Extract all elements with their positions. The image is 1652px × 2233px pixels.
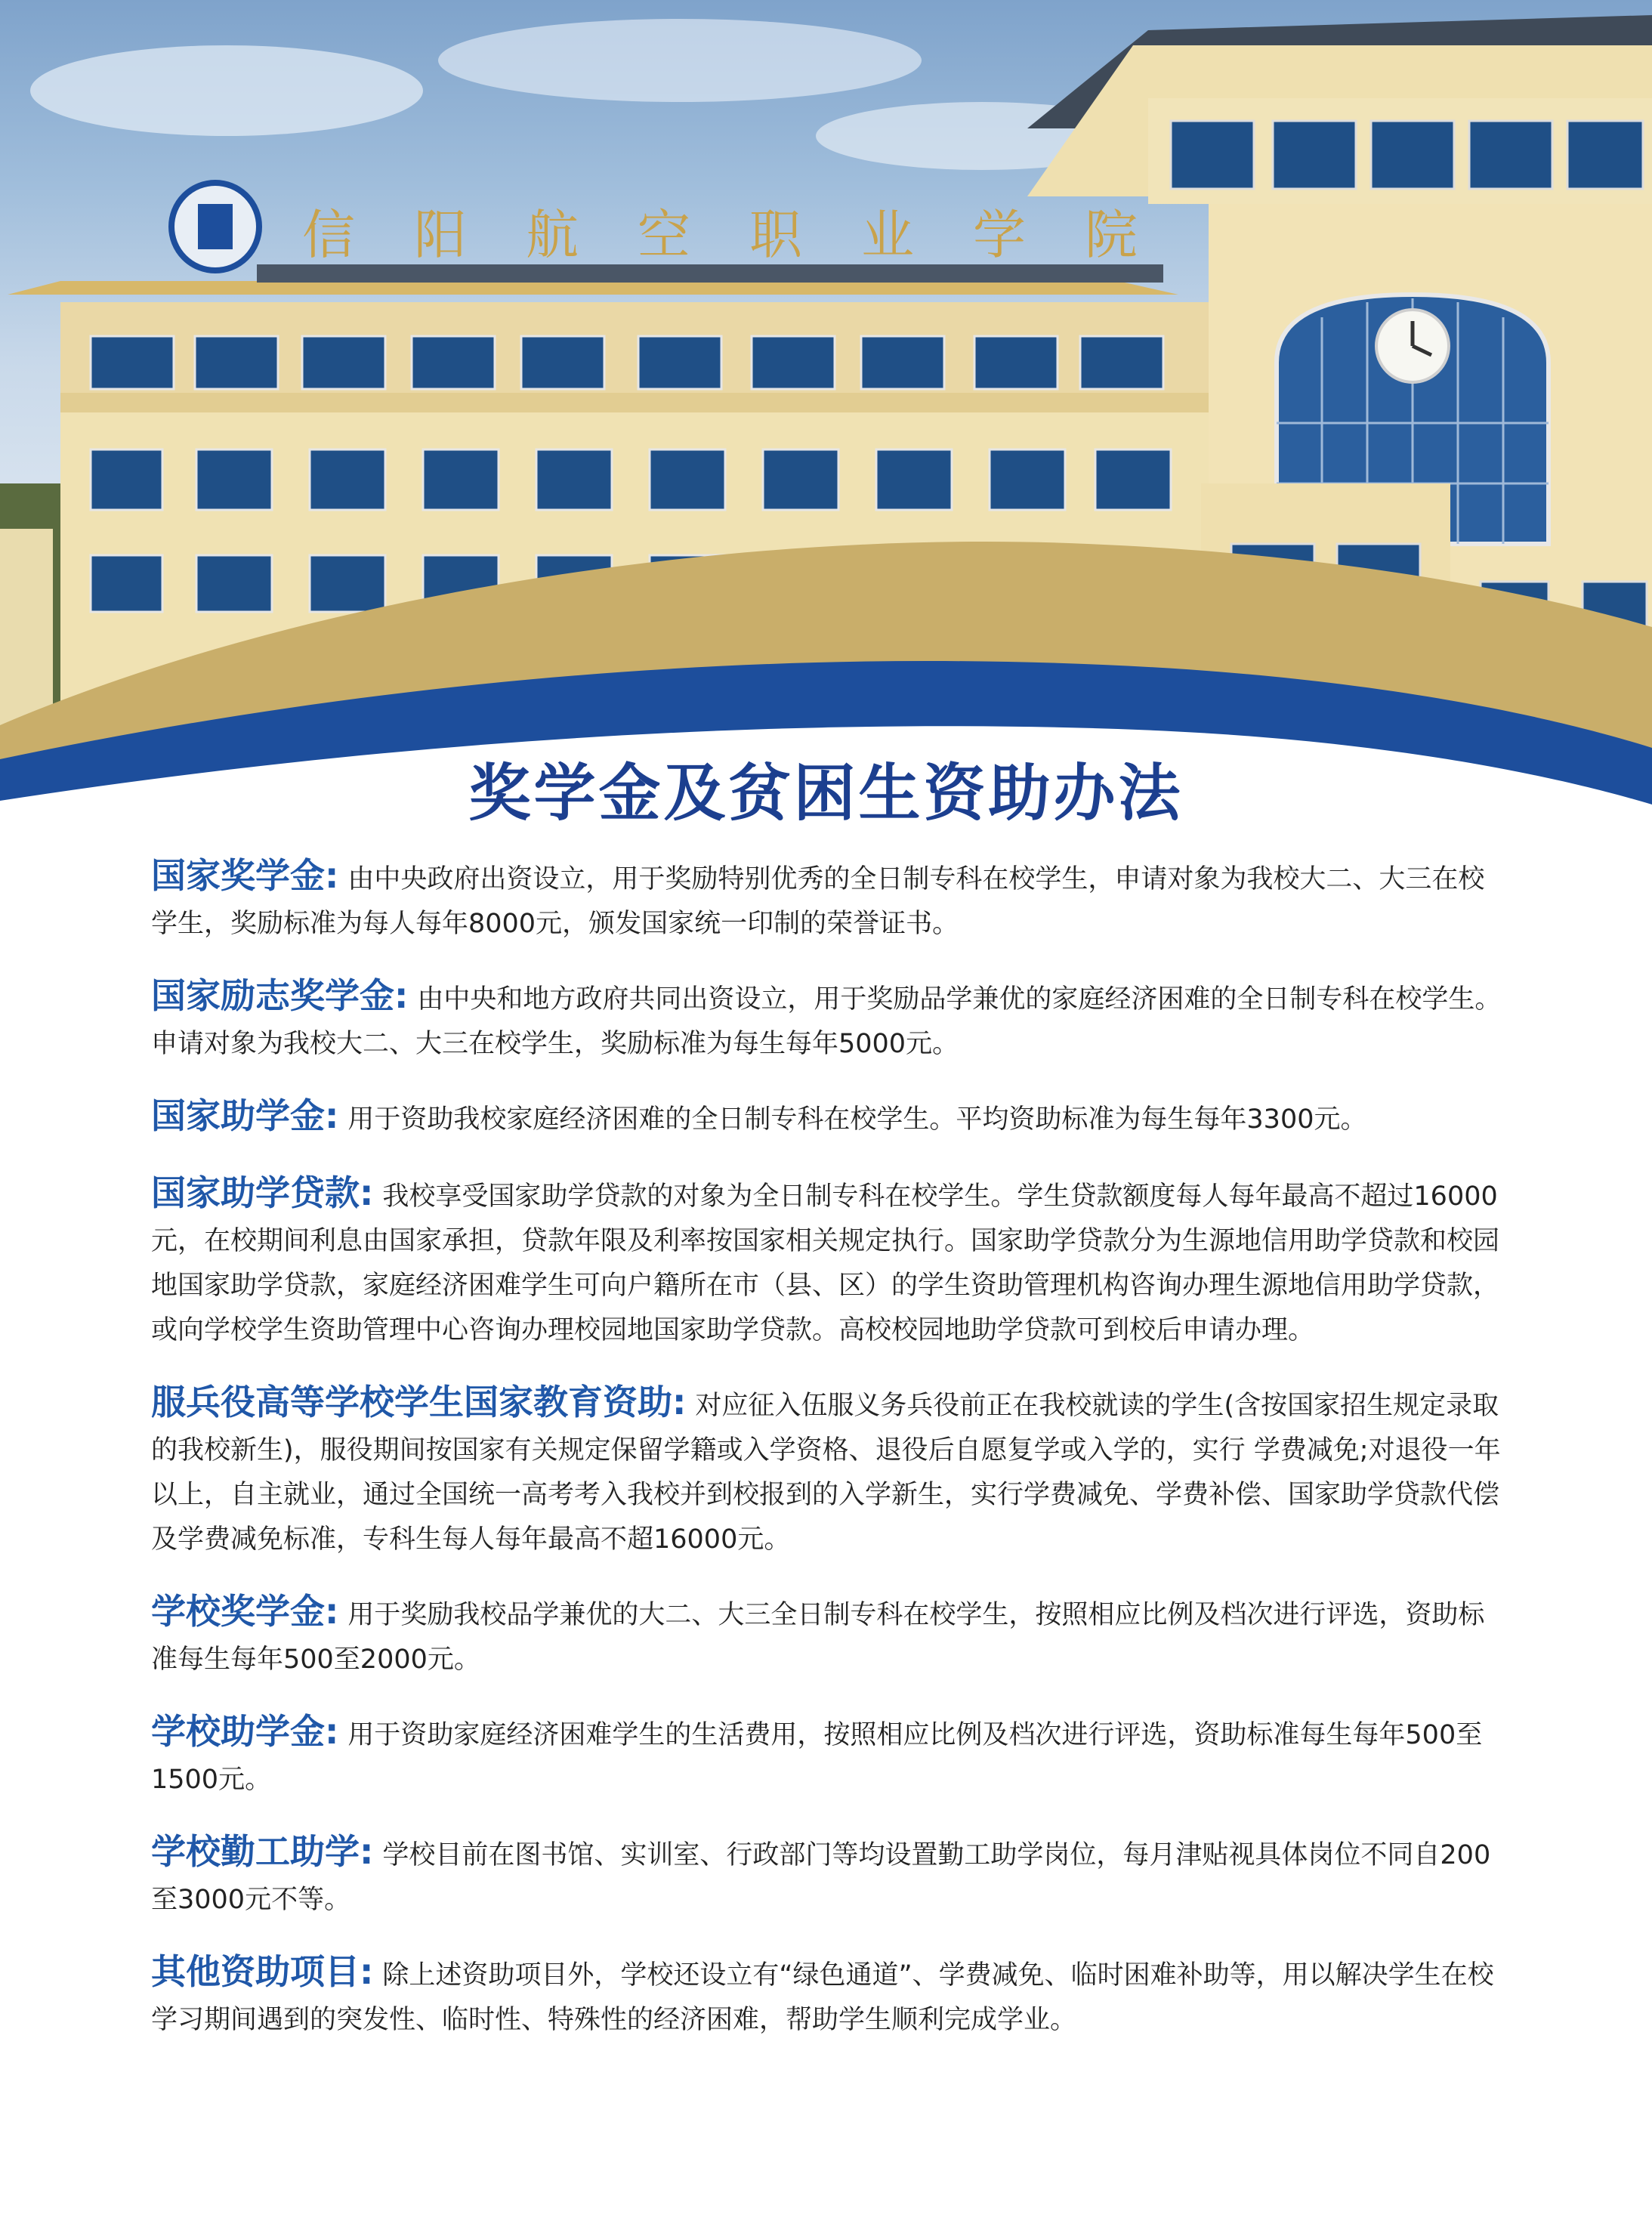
section-heading: 学校勤工助学 (151, 1831, 360, 1872)
section-heading: 国家助学贷款 (151, 1172, 360, 1213)
section-heading: 国家奖学金 (151, 855, 325, 896)
campus-photo (0, 0, 1652, 816)
section-text: 学校目前在图书馆、实训室、行政部门等均设置勤工助学岗位，每月津贴视具体岗位不同自200至3000元不等。 (151, 1840, 1491, 1915)
section-heading: 学校助学金 (151, 1711, 325, 1752)
section-school-scholarship: 学校奖学金: 用于奖励我校品学兼优的大二、大三全日制专科在校学生，按照相应比例及档次进行评选，资助标准每生每年500至2000元。 (151, 1591, 1485, 1675)
section-heading: 国家励志奖学金 (151, 975, 394, 1016)
section-national-student-loan: 国家助学贷款: 我校享受国家助学贷款的对象为全日制专科在校学生。学生贷款额度每人每年最高不超过16000元，在校期间利息由国家承担，贷款年限及利率按国家相关规定执行。国家助学贷款分为生源地信用助学贷款和校园地国家助学贷款，家庭经济困难学生可向户籍所在市（县、区）的学生资助管理机构咨询办理生源地信用助学贷款，或向学校学生资助管理中心咨询办理校园地国家助学贷款。高校校园地助学贷款可到校后申请办理。 (151, 1172, 1500, 1345)
section-other-aid: 其他资助项目: 除上述资助项目外，学校还设立有“绿色通道”、学费减免、临时困难补助等，用以解决学生在校学习期间遇到的突发性、临时性、特殊性的经济困难，帮助学生顺利完成学业。 (151, 1951, 1494, 2035)
section-text: 用于资助我校家庭经济困难的全日制专科在校学生。平均资助标准为每生每年3300元。 (347, 1104, 1367, 1135)
section-work-study: 学校勤工助学: 学校目前在图书馆、实训室、行政部门等均设置勤工助学岗位，每月津贴视具体岗位不同自200至3000元不等。 (151, 1831, 1491, 1915)
section-text: 用于奖励我校品学兼优的大二、大三全日制专科在校学生，按照相应比例及档次进行评选，资助标准每生每年500至2000元。 (151, 1600, 1485, 1675)
section-school-grant: 学校助学金: 用于资助家庭经济困难学生的生活费用，按照相应比例及档次进行评选，资助标准每生每年500至1500元。 (151, 1711, 1483, 1795)
section-text: 我校享受国家助学贷款的对象为全日制专科在校学生。学生贷款额度每人每年最高不超过16000元，在校期间利息由国家承担，贷款年限及利率按国家相关规定执行。国家助学贷款分为生源地信用助学贷款和校园地国家助学贷款，家庭经济困难学生可向户籍所在市（县、区）的学生资助管理机构咨询办理生源地信用助学贷款，或向学校学生资助管理中心咨询办理校园地国家助学贷款。高校校园地助学贷款可到校后申请办理。 (151, 1181, 1500, 1345)
section-heading: 其他资助项目 (151, 1951, 360, 1992)
section-military-service-aid: 服兵役高等学校学生国家教育资助: 对应征入伍服义务兵役前正在我校就读的学生(含按国家招生规定录取的我校新生)，服役期间按国家有关规定保留学籍或入学资格、退役后自愿复学或入学的，实行 学费减免;对退役一年以上，自主就业，通过全国统一高考考入我校并到校报到的入学新生，实行学费减免、学费补偿、国家助学贷款代偿及学费减免标准，专科生每人每年最高不超16000元。 (151, 1382, 1501, 1555)
section-text: 由中央政府出资设立，用于奖励特别优秀的全日制专科在校学生，申请对象为我校大二、大三在校学生，奖励标准为每人每年8000元，颁发国家统一印制的荣誉证书。 (151, 864, 1485, 939)
section-text: 用于资助家庭经济困难学生的生活费用，按照相应比例及档次进行评选，资助标准每生每年500至1500元。 (151, 1720, 1483, 1795)
section-heading: 国家助学金 (151, 1095, 325, 1136)
section-national-grant: 国家助学金: 用于资助我校家庭经济困难的全日制专科在校学生。平均资助标准为每生每年3300元。 (151, 1095, 1367, 1136)
campus-building-illustration (0, 0, 1652, 816)
school-name-sign: 信阳航空职业学院 (302, 204, 1197, 266)
section-text: 除上述资助项目外，学校还设立有“绿色通道”、学费减免、临时困难补助等，用以解决学生在校学习期间遇到的突发性、临时性、特殊性的经济困难，帮助学生顺利完成学业。 (151, 1960, 1494, 2035)
policy-sections (151, 854, 1503, 2070)
section-national-encouragement-scholarship: 国家励志奖学金: 由中央和地方政府共同出资设立，用于奖励品学兼优的家庭经济困难的全日制专科在校学生。申请对象为我校大二、大三在校学生，奖励标准为每生每年5000元。 (151, 975, 1502, 1059)
page-title: 奖学金及贫困生资助办法 (468, 758, 1184, 829)
section-heading: 服兵役高等学校学生国家教育资助 (151, 1382, 672, 1422)
section-text: 由中央和地方政府共同出资设立，用于奖励品学兼优的家庭经济困难的全日制专科在校学生。申请对象为我校大二、大三在校学生，奖励标准为每生每年5000元。 (151, 984, 1502, 1059)
section-text: 对应征入伍服义务兵役前正在我校就读的学生(含按国家招生规定录取的我校新生)，服役期间按国家有关规定保留学籍或入学资格、退役后自愿复学或入学的，实行 学费减免;对退役一年以上，自主就业，通过全国统一高考考入我校并到校报到的入学新生，实行学费减免、学费补偿、国家助学贷款代偿及学费减免标准，专科生每人每年最高不超16000元。 (151, 1391, 1501, 1555)
section-national-scholarship: 国家奖学金: 由中央政府出资设立，用于奖励特别优秀的全日制专科在校学生，申请对象为我校大二、大三在校学生，奖励标准为每人每年8000元，颁发国家统一印制的荣誉证书。 (151, 855, 1485, 939)
section-heading: 学校奖学金 (151, 1591, 325, 1632)
